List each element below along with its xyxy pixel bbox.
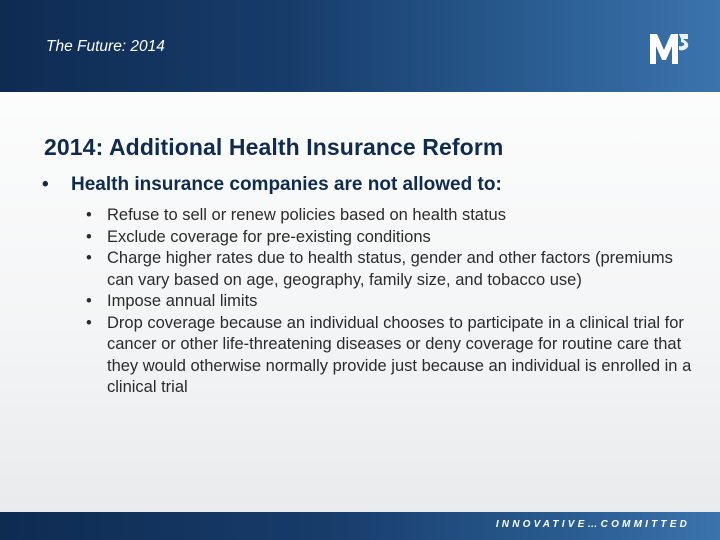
bullet-icon: • bbox=[86, 227, 92, 246]
footer-tagline: INNOVATIVE…COMMITTED bbox=[495, 519, 690, 530]
main-point-text: Health insurance companies are not allowed to: bbox=[71, 174, 502, 195]
bullet-icon: • bbox=[86, 206, 92, 224]
bullet-icon: • bbox=[42, 174, 49, 195]
list-item-text: Refuse to sell or renew policies based on health status bbox=[107, 206, 506, 224]
list-item bbox=[86, 205, 696, 227]
list-item-text: Drop coverage because an individual chooses to participate in a clinical trial for cancer or other life-threatening diseases or deny coverage for routine care that they would otherwise normally provide just because an individual is enrolled in a clinical trial bbox=[107, 313, 692, 396]
list-item-text: Exclude coverage for pre-existing conditions bbox=[107, 227, 431, 246]
bullet-icon: • bbox=[86, 292, 92, 310]
list-item bbox=[86, 291, 696, 313]
header-title: The Future: 2014 bbox=[46, 38, 165, 55]
list-item bbox=[86, 248, 696, 291]
bullet-icon: • bbox=[86, 313, 92, 332]
footer-bar bbox=[0, 512, 720, 540]
slide-title: 2014: Additional Health Insurance Reform bbox=[44, 134, 504, 160]
list-item bbox=[86, 313, 696, 399]
list-item-text: Charge higher rates due to health status, gender and other factors (premiums can vary based on age, geography, family size, and tobacco use) bbox=[107, 249, 673, 289]
bullet-icon: • bbox=[86, 249, 92, 267]
list-item bbox=[86, 227, 696, 249]
sub-bullet-list bbox=[86, 205, 696, 399]
header-bar bbox=[0, 0, 720, 92]
company-logo-icon bbox=[648, 30, 690, 66]
list-item-text: Impose annual limits bbox=[107, 292, 258, 310]
